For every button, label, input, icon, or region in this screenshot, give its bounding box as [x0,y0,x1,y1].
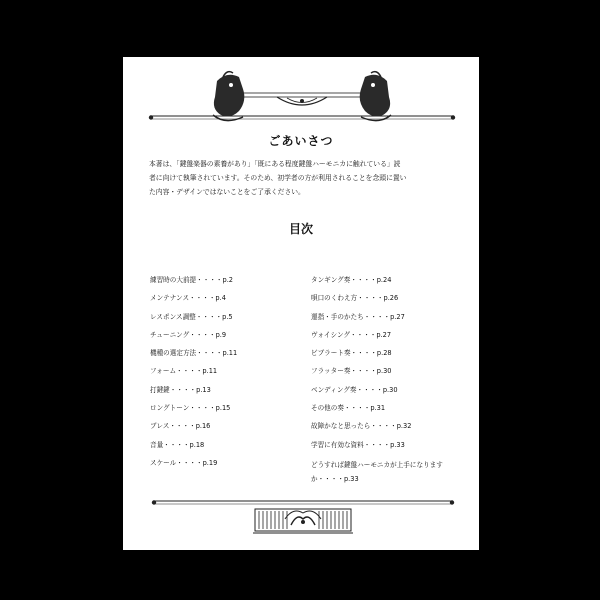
toc-item[interactable]: 運指・手のかたち・・・・p.27 [311,312,405,321]
document-page [123,57,479,550]
toc-item[interactable]: フォーム・・・・p.11 [150,367,218,376]
greeting-line: た内容・デザインではないことをご了承ください。 [149,188,305,196]
toc-item[interactable]: ロングトーン・・・・p.15 [150,404,231,413]
toc-item[interactable]: 学習に有効な資料・・・・p.33 [311,440,405,449]
toc-item[interactable]: ヴォイシング・・・・p.27 [311,330,392,339]
toc-item[interactable]: 唄口のくわえ方・・・・p.26 [311,294,399,303]
toc-title: 目次 [288,222,313,236]
toc-item[interactable]: 故障かなと思ったら・・・・p.32 [311,422,412,431]
toc-item[interactable]: ベンディング奏・・・・p.30 [311,385,398,394]
left-griffin-icon [213,72,244,121]
greeting-title: ごあいさつ [268,134,334,148]
top-ornament-icon [147,67,457,133]
toc-item[interactable]: 打鍵鍵・・・・p.13 [150,385,211,394]
bottom-ornament-icon [151,495,455,537]
toc-item[interactable]: ビブラート奏・・・・p.28 [311,349,392,358]
toc-item[interactable]: メンテナンス・・・・p.4 [150,294,226,303]
toc-left-column [150,275,290,476]
greeting-body [149,157,455,199]
toc-item[interactable]: 音量・・・・p.18 [150,440,205,449]
greeting-line: 本著は、「鍵盤楽器の素養があり」「既にある程度鍵盤ハーモニカに触れている」読 [149,160,401,168]
greeting-line: 者に向けて執筆されています。そのため、初学者の方が利用されることを念頭に置い [149,174,407,182]
toc-item[interactable]: フラッター奏・・・・p.30 [311,367,392,376]
toc-item[interactable]: スケール・・・・p.19 [150,458,218,467]
right-griffin-icon [360,72,391,121]
toc-item[interactable]: タンギング奏・・・・p.24 [311,276,392,284]
toc-item[interactable]: レスポンス調整・・・・p.5 [150,312,233,321]
toc-item[interactable]: どうすれば鍵盤ハーモニカが上手になりますか・・・・p.33 [311,460,443,483]
toc-item[interactable]: チューニング・・・・p.9 [150,330,227,339]
toc-right-column [311,275,461,486]
toc-item[interactable]: その他の奏・・・・p.31 [311,404,386,413]
toc-item[interactable]: ブレス・・・・p.16 [150,422,211,431]
toc-item[interactable]: 練習時の大前提・・・・p.2 [150,276,234,284]
toc-item[interactable]: 機種の選定方法・・・・p.11 [150,349,238,358]
